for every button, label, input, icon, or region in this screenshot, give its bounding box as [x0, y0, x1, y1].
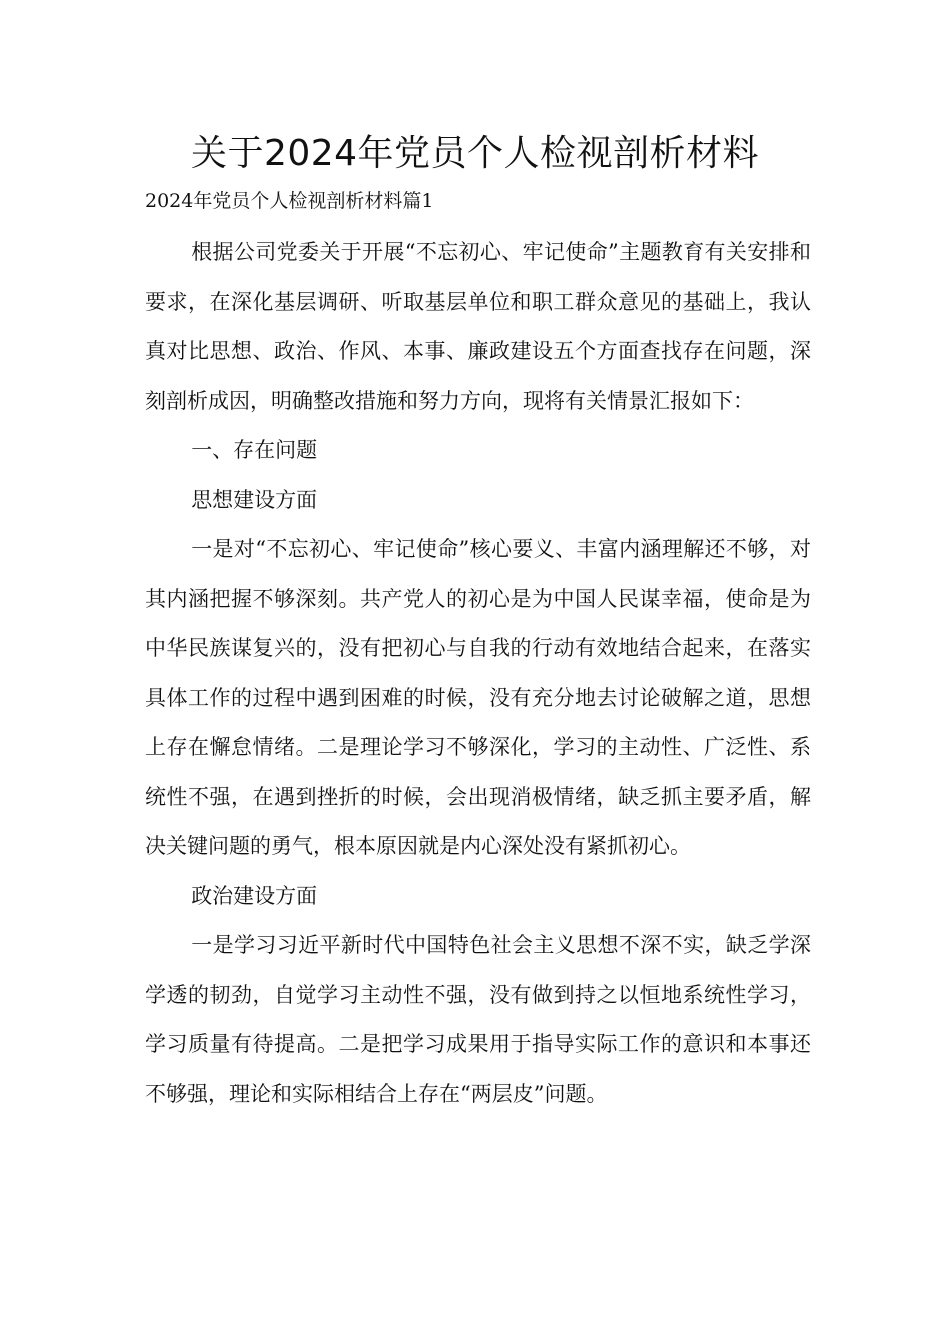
subheading-ideological: 思想建设方面 [191, 487, 318, 512]
document-subtitle: 2024年党员个人检视剖析材料篇1 [145, 190, 434, 212]
subheading-political: 政治建设方面 [191, 883, 318, 908]
political-paragraph: 一是学习习近平新时代中国特色社会主义思想不深不实，缺乏学深学透的韧劲，自觉学习主动性不强，没有做到持之以恒地系统性学习，学习质量有待提高。二是把学习成果用于指导实际工作的意识和本事还不够强，理论和实际相结合上存在“两层皮”问题。 [145, 933, 811, 1106]
section-heading-problems: 一、存在问题 [191, 438, 318, 462]
intro-paragraph: 根据公司党委关于开展“不忘初心、牢记使命”主题教育有关安排和要求，在深化基层调研、听取基层单位和职工群众意见的基础上，我认真对比思想、政治、作风、本事、廉政建设五个方面查找存在问题，深刻剖析成因，明确整改措施和努力方向，现将有关情景汇报如下： [145, 240, 811, 413]
document-body [145, 228, 811, 1119]
document-title: 关于2024年党员个人检视剖析材料 [190, 133, 760, 174]
ideological-paragraph: 一是对“不忘初心、牢记使命”核心要义、丰富内涵理解还不够，对其内涵把握不够深刻。共产党人的初心是为中国人民谋幸福，使命是为中华民族谋复兴的，没有把初心与自我的行动有效地结合起来，在落实具体工作的过程中遇到困难的时候，没有充分地去讨论破解之道，思想上存在懈怠情绪。二是理论学习不够深化，学习的主动性、广泛性、系统性不强，在遇到挫折的时候，会出现消极情绪，缺乏抓主要矛盾，解决关键问题的勇气，根本原因就是内心深处没有紧抓初心。 [145, 537, 811, 858]
